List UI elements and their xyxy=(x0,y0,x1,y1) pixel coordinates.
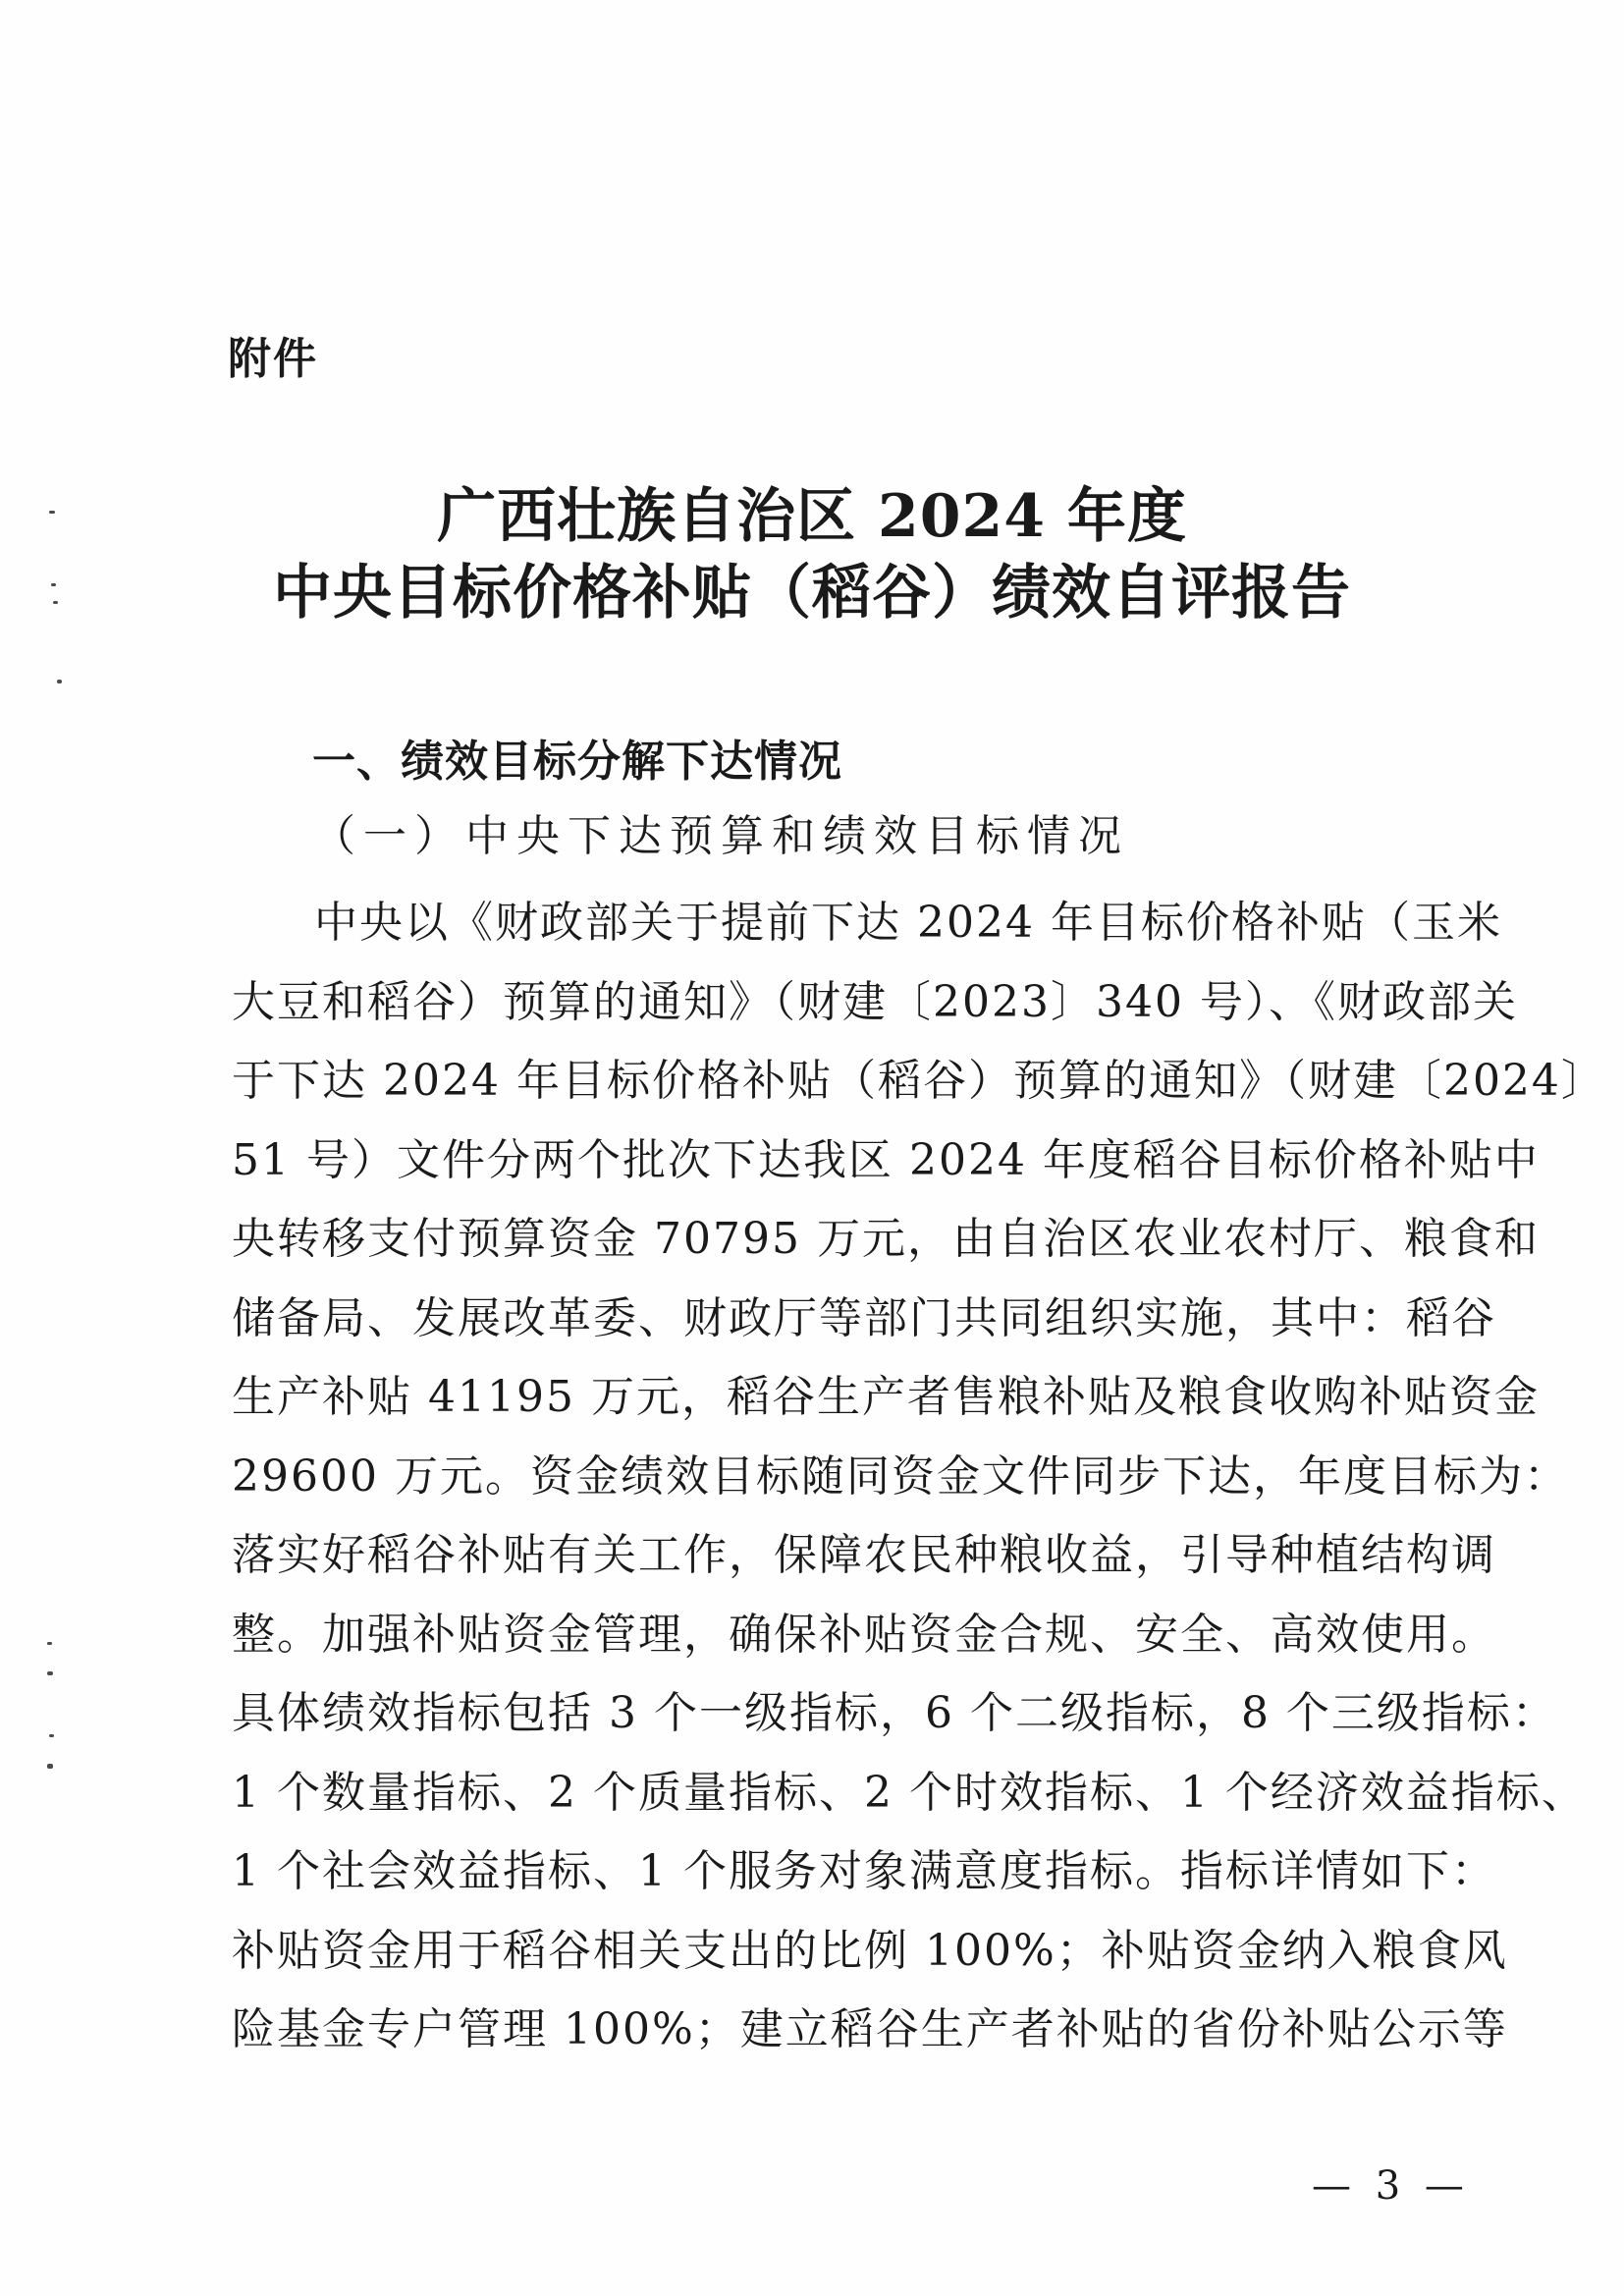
body-paragraph xyxy=(232,884,1606,2070)
body-line: 落实好稻谷补贴有关工作，保障农民种粮收益，引导种植结构调 xyxy=(232,1530,1496,1580)
body-line: 中央以《财政部关于提前下达 2024 年目标价格补贴（玉米 xyxy=(314,898,1502,948)
body-line: 1 个数量指标、2 个质量指标、2 个时效指标、1 个经济效益指标、 xyxy=(232,1767,1587,1818)
body-line: 补贴资金用于稻谷相关支出的比例 100%；补贴资金纳入粮食风 xyxy=(232,1925,1508,1976)
body-line: 险基金专户管理 100%；建立稻谷生产者补贴的省份补贴公示等 xyxy=(232,2004,1508,2054)
section-heading: 一、绩效目标分解下达情况 xyxy=(312,737,842,787)
scan-margin-mark xyxy=(51,583,56,586)
attachment-label: 附件 xyxy=(228,334,318,384)
scan-margin-mark xyxy=(47,1642,52,1645)
body-line: 29600 万元。资金绩效目标随同资金文件同步下达，年度目标为： xyxy=(232,1450,1569,1502)
body-line: 央转移支付预算资金 70795 万元，由自治区农业农村厅、粮食和 xyxy=(232,1214,1540,1264)
scan-margin-mark xyxy=(47,1764,53,1769)
page-number: — 3 — xyxy=(1312,2163,1470,2209)
body-line: 生产补贴 41195 万元，稻谷生产者售粮补贴及粮食收购补贴资金 xyxy=(232,1372,1540,1422)
subsection-heading: （一）中央下达预算和绩效目标情况 xyxy=(312,811,1129,861)
body-line: 整。加强补贴资金管理，确保补贴资金合规、安全、高效使用。 xyxy=(232,1609,1496,1660)
body-line: 于下达 2024 年目标价格补贴（稻谷）预算的通知》（财建〔2024〕 xyxy=(232,1056,1606,1106)
scan-margin-mark xyxy=(57,680,62,683)
scan-margin-mark xyxy=(49,511,55,514)
body-line: 大豆和稻谷）预算的通知》（财建〔2023〕340 号）、《财政部关 xyxy=(232,976,1518,1027)
scan-margin-mark xyxy=(53,601,58,604)
document-title-line-2: 中央目标价格补贴（稻谷）绩效自评报告 xyxy=(273,559,1351,628)
scan-margin-mark xyxy=(49,1734,54,1737)
body-line: 具体绩效指标包括 3 个一级指标，6 个二级指标，8 个三级指标： xyxy=(232,1688,1557,1738)
scan-margin-mark xyxy=(47,1671,53,1675)
body-line: 1 个社会效益指标、1 个服务对象满意度指标。指标详情如下： xyxy=(232,1846,1496,1896)
body-line: 储备局、发展改革委、财政厅等部门共同组织实施，其中：稻谷 xyxy=(232,1292,1496,1343)
body-line: 51 号）文件分两个批次下达我区 2024 年度稻谷目标价格补贴中 xyxy=(232,1134,1540,1185)
document-title-line-1: 广西壮族自治区 2024 年度 xyxy=(437,482,1187,551)
